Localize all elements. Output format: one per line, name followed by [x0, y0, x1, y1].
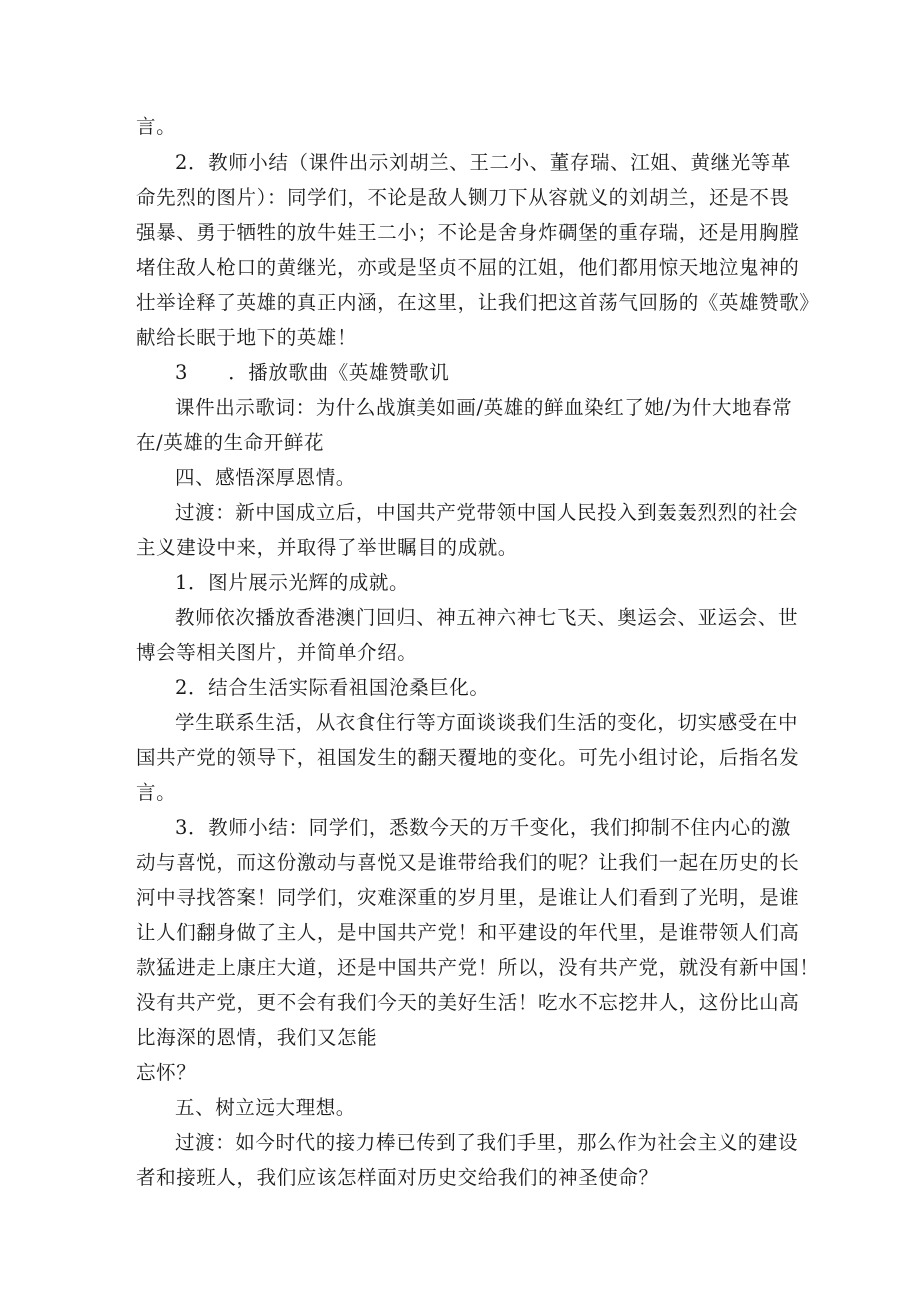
- text-line: 献给长眠于地下的英雄！: [136, 326, 358, 349]
- text-line: 课件出示歌词：为什么战旗美如画/英雄的鲜血染红了她/为什大地春常: [175, 396, 793, 419]
- text-line: 强暴、勇于牺牲的放牛娃王二小；不论是舍身炸碉堡的重存瑞，还是用胸膛: [136, 221, 800, 244]
- text-line: 在/英雄的生命开鲜花: [136, 431, 325, 454]
- text-line: 言。: [136, 781, 177, 804]
- text-line: 款猛进走上康庄大道，还是中国共产党！所以，没有共产党，就没有新中国！: [136, 956, 820, 979]
- text-line: 壮举诠释了英雄的真正内涵，在这里，让我们把这首荡气回肠的《英雄赞歌》: [136, 291, 820, 314]
- text-line: 命先烈的图片）：同学们，不论是敌人铡刀下从容就义的刘胡兰，还是不畏: [136, 186, 790, 209]
- text-line: 堵住敌人枪口的黄继光，亦或是坚贞不屈的江姐，他们都用惊天地泣鬼神的: [136, 256, 800, 279]
- section-heading: 四、感悟深厚恩情。: [175, 466, 356, 489]
- text-line: 教师依次播放香港澳门回归、神五神六神七飞天、奥运会、亚运会、世: [175, 606, 799, 629]
- text-line: 忘怀？: [136, 1061, 197, 1084]
- text-line: 河中寻找答案！同学们，灾难深重的岁月里，是谁让人们看到了光明，是谁: [136, 886, 800, 909]
- text-line: 动与喜悦，而这份激动与喜悦又是谁带给我们的呢？让我们一起在历史的长: [136, 851, 800, 874]
- text-line: 国共产党的领导下，祖国发生的翻天覆地的变化。可先小组讨论，后指名发: [136, 746, 800, 769]
- text-line: 1．图片展示光辉的成就。: [175, 571, 410, 594]
- text-line: 主义建设中来，并取得了举世瞩目的成就。: [136, 536, 518, 559]
- text-line: 没有共产党，更不会有我们今天的美好生活！吃水不忘挖井人，这份比山高: [136, 991, 800, 1014]
- text-line: 过渡：新中国成立后，中国共产党带领中国人民投入到轰轰烈烈的社会: [175, 501, 799, 524]
- text-line: 博会等相关图片，并简单介绍。: [136, 641, 418, 664]
- text-line: 比海深的恩情，我们又怎能: [136, 1026, 378, 1049]
- text-line: 3 ．播放歌曲《英雄赞歌讥: [175, 361, 450, 384]
- text-line: 言。: [136, 115, 177, 138]
- text-line: 2．结合生活实际看祖国沧桑巨化。: [175, 676, 490, 699]
- text-line: 3．教师小结：同学们，悉数今天的万千变化，我们抑制不住内心的激: [175, 816, 792, 839]
- section-heading: 五、树立远大理想。: [175, 1096, 356, 1119]
- text-line: 让人们翻身做了主人，是中国共产党！和平建设的年代里，是谁带领人们高: [136, 921, 800, 944]
- text-line: 过渡：如今时代的接力棒已传到了我们手里，那么作为社会主义的建设: [175, 1131, 799, 1154]
- text-line: 2．教师小结（课件出示刘胡兰、王二小、董存瑞、江姐、黄继光等革: [175, 151, 792, 174]
- text-line: 学生联系生活，从衣食住行等方面谈谈我们生活的变化，切实感受在中: [175, 711, 799, 734]
- text-line: 者和接班人，我们应该怎样面对历史交给我们的神圣使命？: [136, 1166, 659, 1189]
